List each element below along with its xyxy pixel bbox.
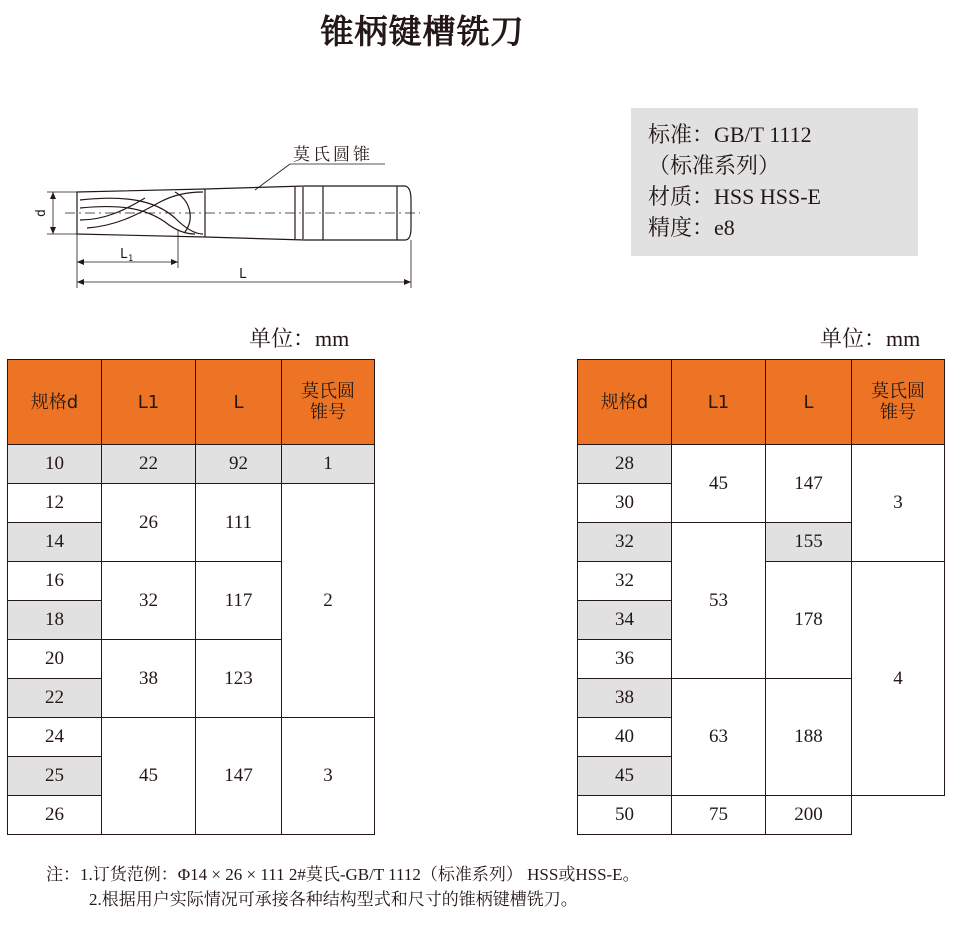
table-header-row: [8, 360, 375, 445]
note-line-1: 注：1.订货范例：Φ14 × 26 × 111 2#莫氏-GB/T 1112（标准系列） HSS或HSS-E。: [46, 865, 640, 884]
cell-l: 178: [766, 562, 852, 679]
cell-d: 38: [578, 679, 672, 718]
cell-l1: 63: [672, 679, 766, 796]
table-row: [8, 484, 375, 523]
cell-d: 20: [8, 640, 102, 679]
cell-d: 45: [578, 757, 672, 796]
cell-l: 155: [766, 523, 852, 562]
cell-l1: 32: [102, 562, 196, 640]
cell-taper: 2: [282, 484, 375, 718]
header-taper: 莫氏圆 锥号: [852, 360, 945, 445]
header-l1: L1: [672, 360, 766, 445]
table-header-row: [578, 360, 945, 445]
cell-d: 26: [8, 796, 102, 835]
table-row: [578, 796, 945, 835]
cell-l: 117: [196, 562, 282, 640]
cell-d: 40: [578, 718, 672, 757]
spec-box: [631, 108, 918, 256]
right-spec-table: [577, 359, 945, 835]
cell-l: 147: [766, 445, 852, 523]
table-row: [8, 445, 375, 484]
cell-l: 92: [196, 445, 282, 484]
cell-d: 18: [8, 601, 102, 640]
cell-d: 32: [578, 523, 672, 562]
header-l: L: [196, 360, 282, 445]
table-row: [8, 718, 375, 757]
precision-line: 精度：e8: [648, 215, 735, 240]
dim-l-label: L: [239, 267, 247, 282]
unit-label-right: 单位：mm: [820, 326, 921, 351]
cell-d: 14: [8, 523, 102, 562]
cell-d: 10: [8, 445, 102, 484]
cell-d: 32: [578, 562, 672, 601]
unit-label-left: 单位：mm: [249, 326, 350, 351]
cell-l: 123: [196, 640, 282, 718]
cell-l: 147: [196, 718, 282, 835]
cell-l: 111: [196, 484, 282, 562]
cell-taper: 1: [282, 445, 375, 484]
table-row: [578, 445, 945, 484]
cell-taper: 3: [852, 445, 945, 562]
cell-l1: 22: [102, 445, 196, 484]
cell-d: 22: [8, 679, 102, 718]
note-line-2: 2.根据用户实际情况可承接各种结构型式和尺寸的锥柄键槽铣刀。: [89, 890, 578, 909]
header-l1: L1: [102, 360, 196, 445]
cell-taper: 4: [852, 562, 945, 796]
dim-d-label: d: [34, 209, 49, 217]
notes: [46, 862, 640, 912]
cell-d: 50: [578, 796, 672, 835]
material-line: 材质：HSS HSS-E: [648, 184, 821, 209]
cell-d: 34: [578, 601, 672, 640]
standard-series-line: （标准系列）: [648, 153, 781, 178]
header-d: 规格d: [8, 360, 102, 445]
cell-l: 200: [766, 796, 852, 835]
tool-drawing: [25, 130, 425, 295]
cell-l1: 53: [672, 523, 766, 679]
cell-l1: 38: [102, 640, 196, 718]
header-l: L: [766, 360, 852, 445]
morse-taper-callout: 莫氏圆锥: [293, 145, 373, 165]
cell-l: 188: [766, 679, 852, 796]
left-spec-table: [7, 359, 375, 835]
cell-taper: 3: [282, 718, 375, 835]
cell-d: 30: [578, 484, 672, 523]
page-title: 锥柄键槽铣刀: [320, 12, 525, 51]
cell-d: 12: [8, 484, 102, 523]
cell-l1: 75: [672, 796, 766, 835]
cell-d: 24: [8, 718, 102, 757]
cell-d: 36: [578, 640, 672, 679]
cell-l1: 26: [102, 484, 196, 562]
cell-d: 16: [8, 562, 102, 601]
cell-l1: 45: [102, 718, 196, 835]
cell-d: 28: [578, 445, 672, 484]
cell-d: 25: [8, 757, 102, 796]
dim-l1-label: $L_1$: [120, 247, 134, 264]
header-taper: 莫氏圆 锥号: [282, 360, 375, 445]
header-d: 规格d: [578, 360, 672, 445]
standard-line: 标准：GB/T 1112: [648, 122, 812, 147]
cell-l1: 45: [672, 445, 766, 523]
